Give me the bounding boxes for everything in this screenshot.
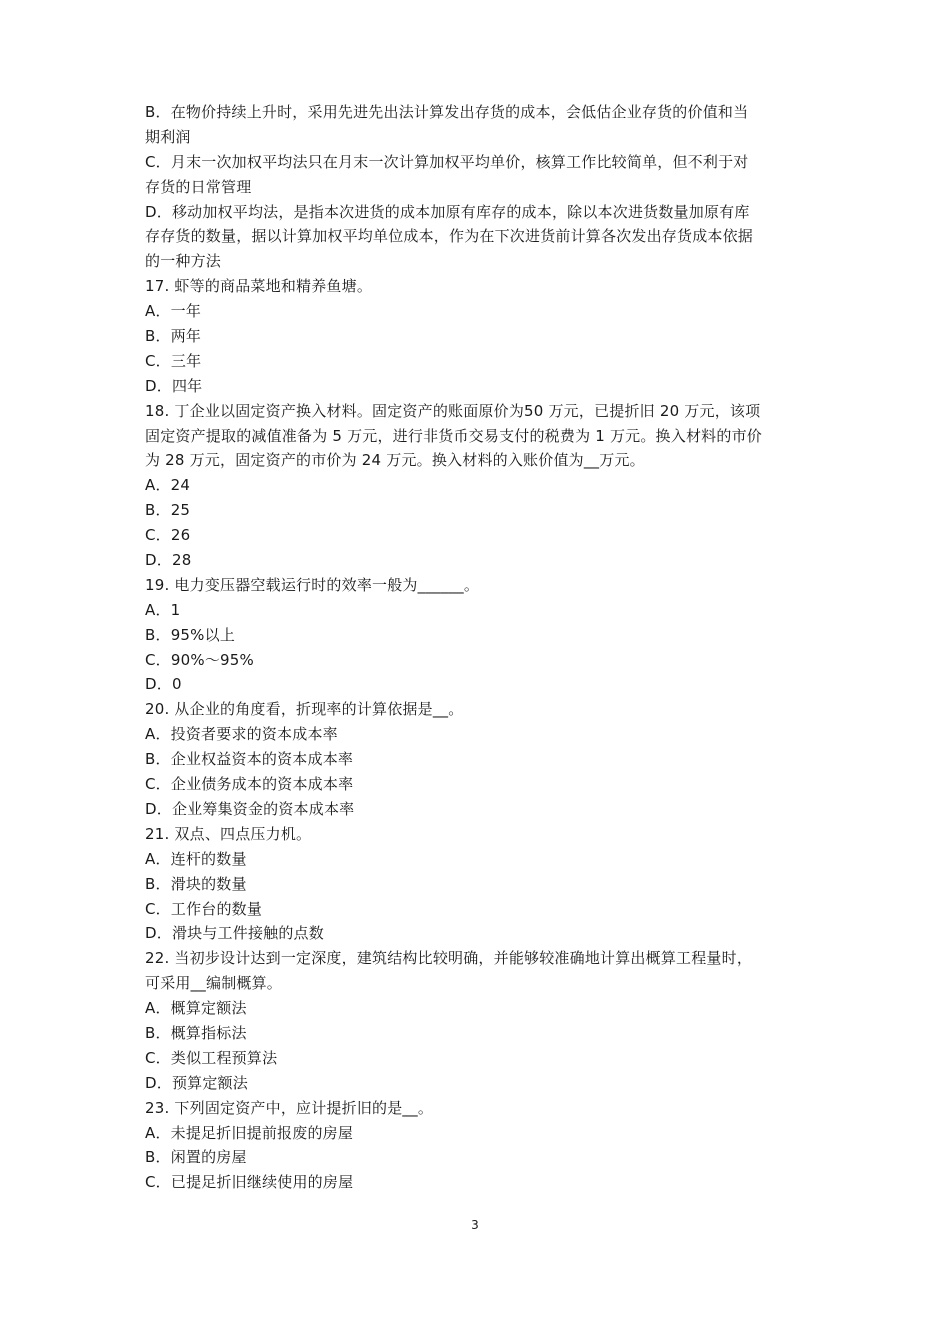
question-19-option-a: A．1 (145, 600, 181, 619)
question-17-option-b: B．两年 (145, 327, 202, 346)
option-d-moving-weighted-line-3: 的一种方法 (145, 252, 222, 271)
question-18-line-3: 为 28 万元，固定资产的市价为 24 万元。换入材料的入账价值为__万元。 (145, 451, 645, 470)
question-20-option-b: B．企业权益资本的资本成本率 (145, 750, 354, 769)
question-23-option-c: C．已提足折旧继续使用的房屋 (145, 1173, 354, 1192)
question-17-option-a: A．一年 (145, 302, 202, 321)
question-19-option-c: C．90%～95% (145, 650, 254, 669)
question-17-option-d: D．四年 (145, 376, 203, 395)
option-b-fifo-line-2: 期利润 (145, 127, 191, 146)
question-22-option-a: A．概算定额法 (145, 999, 247, 1018)
question-19-option-d: D．0 (145, 675, 182, 694)
question-22-option-d: D．预算定额法 (145, 1073, 248, 1092)
question-23-option-a: A．未提足折旧提前报废的房屋 (145, 1123, 354, 1142)
option-c-monthly-weighted-line-2: 存货的日常管理 (145, 177, 252, 196)
question-22-option-c: C．类似工程预算法 (145, 1048, 278, 1067)
question-22-line-1: 22. 当初步设计达到一定深度，建筑结构比较明确，并能够较准确地计算出概算工程量时， (145, 949, 753, 968)
question-22-option-b: B．概算指标法 (145, 1023, 247, 1042)
question-20: 20. 从企业的角度看，折现率的计算依据是__。 (145, 700, 464, 719)
document-body (145, 100, 813, 1195)
question-18-line-2: 固定资产提取的减值准备为 5 万元，进行非货币交易支付的税费为 1 万元。换入材料的市价 (145, 426, 762, 445)
question-18-option-d: D．28 (145, 551, 192, 570)
option-c-monthly-weighted-line-1: C．月末一次加权平均法只在月末一次计算加权平均单价，核算工作比较简单，但不利于对 (145, 152, 749, 171)
option-d-moving-weighted-line-1: D．移动加权平均法，是指本次进货的成本加原有库存的成本，除以本次进货数量加原有库 (145, 202, 750, 221)
question-23: 23. 下列固定资产中，应计提折旧的是__。 (145, 1098, 434, 1117)
question-23-option-b: B．闲置的房屋 (145, 1148, 247, 1167)
question-22-line-2: 可采用__编制概算。 (145, 974, 283, 993)
question-18-line-1: 18. 丁企业以固定资产换入材料。固定资产的账面原价为50 万元，已提折旧 20 万元，该项 (145, 401, 761, 420)
question-20-option-d: D．企业筹集资金的资本成本率 (145, 799, 355, 818)
question-17-option-c: C．三年 (145, 351, 202, 370)
question-19: 19. 电力变压器空载运行时的效率一般为______。 (145, 575, 480, 594)
option-b-fifo-line-1: B．在物价持续上升时，采用先进先出法计算发出存货的成本，会低估企业存货的价值和当 (145, 103, 749, 121)
question-18-option-c: C．26 (145, 526, 191, 545)
question-17: 17. 虾等的商品菜地和精养鱼塘。 (145, 277, 373, 296)
question-18-option-a: A．24 (145, 476, 191, 495)
question-21-option-b: B．滑块的数量 (145, 874, 247, 893)
question-20-option-a: A．投资者要求的资本成本率 (145, 725, 338, 744)
question-21-option-d: D．滑块与工件接触的点数 (145, 924, 324, 943)
question-21: 21. 双点、四点压力机。 (145, 824, 312, 843)
option-d-moving-weighted-line-2: 存存货的数量，据以计算加权平均单位成本，作为在下次进货前计算各次发出存货成本依据 (145, 227, 754, 246)
question-21-option-c: C．工作台的数量 (145, 899, 263, 918)
question-18-option-b: B．25 (145, 501, 191, 520)
question-19-option-b: B．95%以上 (145, 625, 236, 644)
question-21-option-a: A．连杆的数量 (145, 849, 247, 868)
page-number: 3 (471, 1218, 479, 1232)
question-20-option-c: C．企业债务成本的资本成本率 (145, 775, 354, 794)
